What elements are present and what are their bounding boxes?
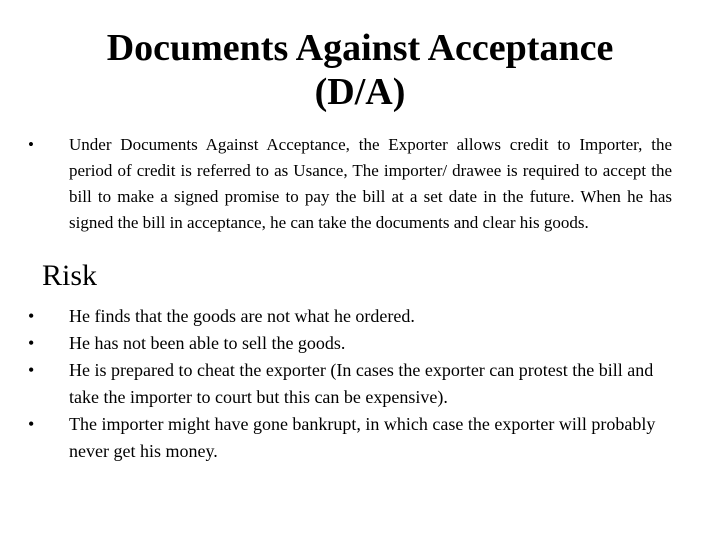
bullet-icon: • <box>28 360 35 380</box>
risk-item <box>28 330 678 357</box>
title-line-2: (D/A) <box>314 71 406 113</box>
bullet-icon: • <box>28 135 34 154</box>
bullet-icon: • <box>28 306 35 326</box>
risk-item <box>28 411 678 465</box>
intro-bullet-item <box>28 132 672 236</box>
title-line-1: Documents Against Acceptance <box>106 27 614 69</box>
risk-item <box>28 357 678 411</box>
slide-title <box>0 26 720 114</box>
risk-list <box>28 303 678 465</box>
bullet-icon: • <box>28 333 35 353</box>
risk-item-text: He finds that the goods are not what he ordered. <box>69 306 415 326</box>
intro-paragraph <box>28 132 672 236</box>
bullet-icon: • <box>28 414 35 434</box>
risk-item-text: He is prepared to cheat the exporter (In cases the exporter can protest the bill and take the importer to court but this can be expensive). <box>69 360 654 407</box>
risk-item-text: He has not been able to sell the goods. <box>69 333 346 353</box>
intro-text: Under Documents Against Acceptance, the Exporter allows credit to Importer, the period of credit is referred to as Usance, The importer/ drawee is required to accept the bill to make a signed promise to pay the bill at a set date in the future. When he has signed the bill in acceptance, he can take the documents and clear his goods. <box>69 135 672 232</box>
risk-heading: Risk <box>42 259 98 292</box>
risk-item-text: The importer might have gone bankrupt, in which case the exporter will probably never get his money. <box>69 414 656 461</box>
risk-item <box>28 303 678 330</box>
